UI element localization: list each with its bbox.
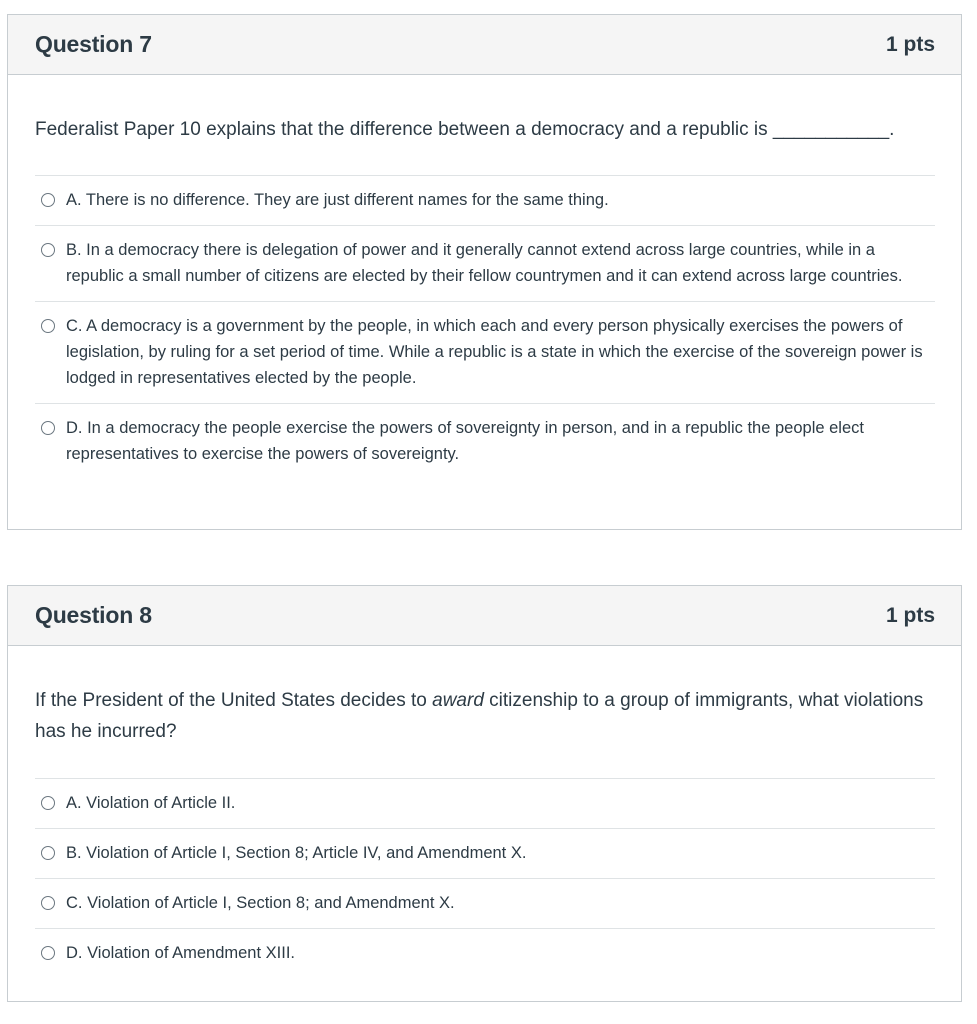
radio-button-icon[interactable] [41, 243, 55, 257]
answer-list [35, 175, 935, 479]
radio-button-icon[interactable] [41, 846, 55, 860]
answer-option-d[interactable] [35, 928, 935, 978]
question-points: 1 pts [885, 32, 935, 56]
question-header [8, 15, 961, 75]
answer-option-c[interactable] [35, 301, 935, 403]
question-text-before: If the President of the United States decides to [35, 690, 433, 711]
radio-button-icon[interactable] [41, 946, 55, 960]
answer-option-d[interactable] [35, 403, 935, 479]
answer-label: B. In a democracy there is delegation of power and it generally cannot extend across large countries, while in a republic a small number of citizens are elected by their fellow countrymen and it can extend across large countries. [66, 241, 903, 285]
question-title: Question 7 [35, 31, 152, 57]
answer-label: A. Violation of Article II. [66, 794, 236, 812]
answer-option-b[interactable] [35, 828, 935, 878]
radio-button-icon[interactable] [41, 319, 55, 333]
radio-button-icon[interactable] [41, 193, 55, 207]
answer-label: D. In a democracy the people exercise the powers of sovereignty in person, and in a republic the people elect representatives to exercise the powers of sovereignty. [66, 419, 864, 463]
answer-label: C. Violation of Article I, Section 8; and Amendment X. [66, 894, 455, 912]
answer-list [35, 778, 935, 978]
question-title: Question 8 [35, 602, 152, 628]
answer-option-a[interactable] [35, 175, 935, 225]
question-8 [7, 585, 962, 1002]
question-text: Federalist Paper 10 explains that the difference between a democracy and a republic is ___________. [35, 119, 895, 140]
question-text-after: citizenship to a group of immigrants, what violations has he incurred? [35, 690, 924, 742]
question-text [35, 646, 935, 778]
answer-label: B. Violation of Article I, Section 8; Article IV, and Amendment X. [66, 844, 527, 862]
question-body [8, 75, 961, 479]
question-header [8, 586, 961, 646]
radio-button-icon[interactable] [41, 796, 55, 810]
question-points: 1 pts [885, 603, 935, 627]
answer-label: A. There is no difference. They are just different names for the same thing. [66, 191, 609, 209]
radio-button-icon[interactable] [41, 421, 55, 435]
answer-label: C. A democracy is a government by the people, in which each and every person physically exercises the powers of legislation, by ruling for a set period of time. While a republic is a state in which the exercise of the sovereign power is lodged in representatives elected by the people. [66, 317, 923, 387]
answer-option-a[interactable] [35, 778, 935, 828]
radio-button-icon[interactable] [41, 896, 55, 910]
answer-option-b[interactable] [35, 225, 935, 301]
answer-option-c[interactable] [35, 878, 935, 928]
answer-label: D. Violation of Amendment XIII. [66, 944, 295, 962]
question-body [8, 646, 961, 978]
question-7 [7, 14, 962, 530]
question-text-emphasis: award [432, 690, 484, 711]
